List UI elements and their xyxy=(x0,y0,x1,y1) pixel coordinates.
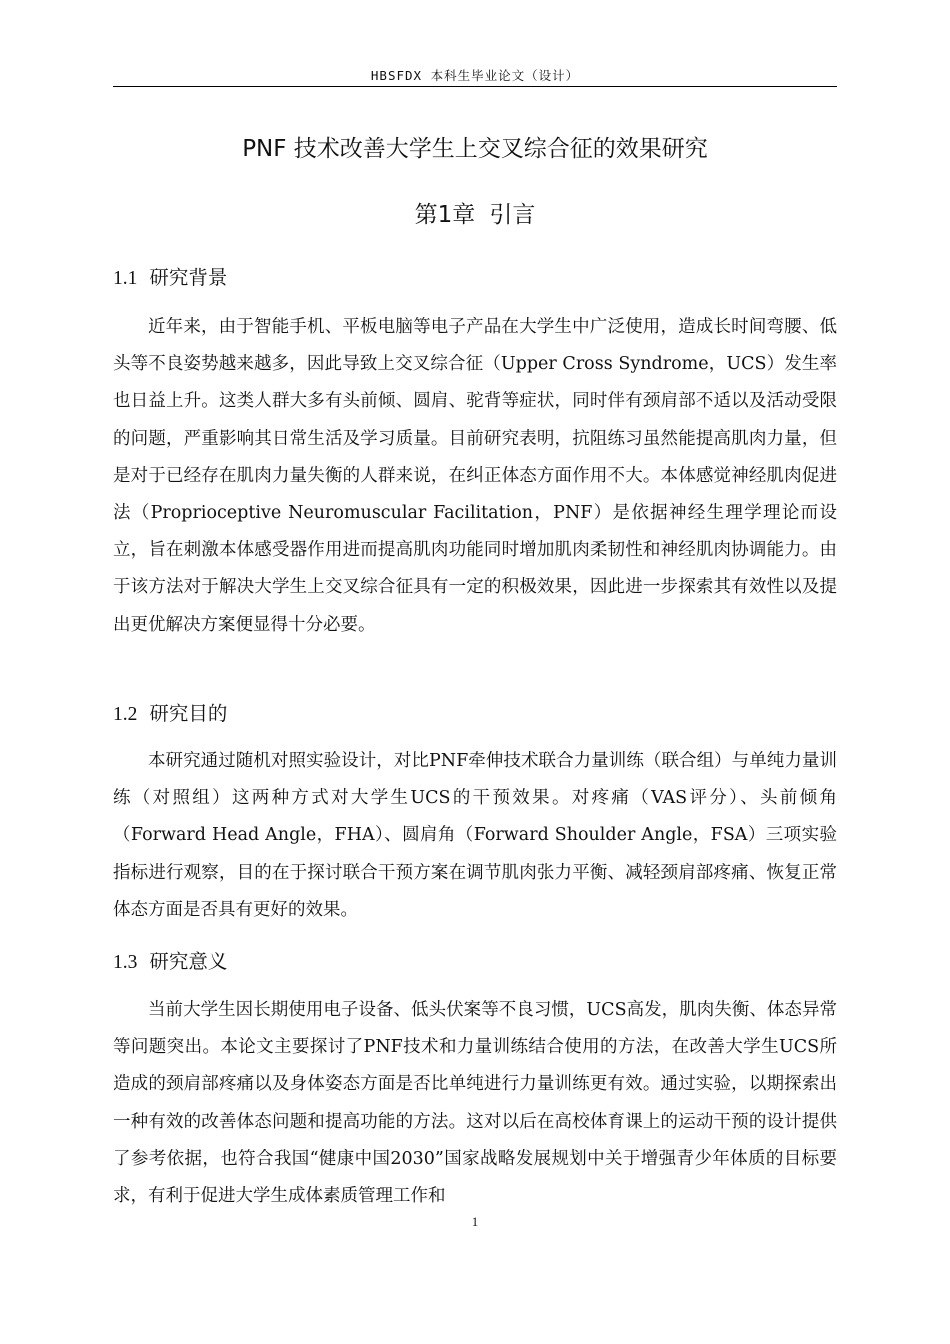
section-number: 1.3 xyxy=(113,952,138,973)
section-1-3-paragraph: 当前大学生因长期使用电子设备、低头伏案等不良习惯，UCS高发，肌肉失衡、体态异常等问题突出。本论文主要探讨了PNF技术和力量训练结合使用的方法，在改善大学生UCS所造成的颈肩部疼痛以及身体姿态方面是否比单纯进行力量训练更有效。通过实验，以期探索出一种有效的改善体态问题和提高功能的方法。这对以后在高校体育课上的运动干预的设计提供了参考依据，也符合我国“健康中国2030”国家战略发展规划中关于增强青少年体质的目标要求，有利于促进大学生成体素质管理工作和 xyxy=(113,1000,837,1207)
page-number: 1 xyxy=(471,1215,479,1229)
section-name: 研究意义 xyxy=(149,950,228,973)
section-1-1-paragraph: 近年来，由于智能手机、平板电脑等电子产品在大学生中广泛使用，造成长时间弯腰、低头等不良姿势越来越多，因此导致上交叉综合征（Upper Cross Syndrome，UCS）发生率也日益上升。这类人群大多有头前倾、圆肩、驼背等症状，同时伴有颈肩部不适以及活动受限的问题，严重影响其日常生活及学习质量。目前研究表明，抗阻练习虽然能提高肌肉力量，但是对于已经存在肌肉力量失衡的人群来说，在纠正体态方面作用不大。本体感觉神经肌肉促进法（Proprioceptive Neuromuscular Facilitation，PNF）是依据神经生理学理论而设立，旨在刺激本体感受器作用进而提高肌肉功能同时增加肌肉柔韧性和神经肌肉协调能力。由于该方法对于解决大学生上交叉综合征具有一定的积极效果，因此进一步探索其有效性以及提出更优解决方案便显得十分必要。 xyxy=(113,317,837,635)
header-rule xyxy=(113,86,837,87)
section-heading-1-2 xyxy=(113,698,227,726)
section-name: 研究背景 xyxy=(149,266,228,289)
section-name: 研究目的 xyxy=(149,702,228,725)
section-heading-1-1 xyxy=(113,262,227,290)
section-heading-1-3 xyxy=(113,946,227,974)
thesis-title: PNF 技术改善大学生上交叉综合征的效果研究 xyxy=(242,136,708,162)
chapter-number: 第1章 xyxy=(414,202,476,228)
chapter-name: 引言 xyxy=(489,202,536,228)
section-number: 1.2 xyxy=(113,704,138,725)
running-header: HBSFDX 本科生毕业论文（设计） xyxy=(370,68,580,83)
chapter-heading xyxy=(113,196,837,229)
section-number: 1.1 xyxy=(113,268,138,289)
section-1-2-paragraph: 本研究通过随机对照实验设计，对比PNF牵伸技术联合力量训练（联合组）与单纯力量训练（对照组）这两种方式对大学生UCS的干预效果。对疼痛（VAS评分）、头前倾角（Forward Head Angle，FHA）、圆肩角（Forward Shoulder Angle，FSA）三项实验指标进行观察，目的在于探讨联合干预方案在调节肌肉张力平衡、减轻颈肩部疼痛、恢复正常体态方面是否具有更好的效果。 xyxy=(113,751,837,920)
